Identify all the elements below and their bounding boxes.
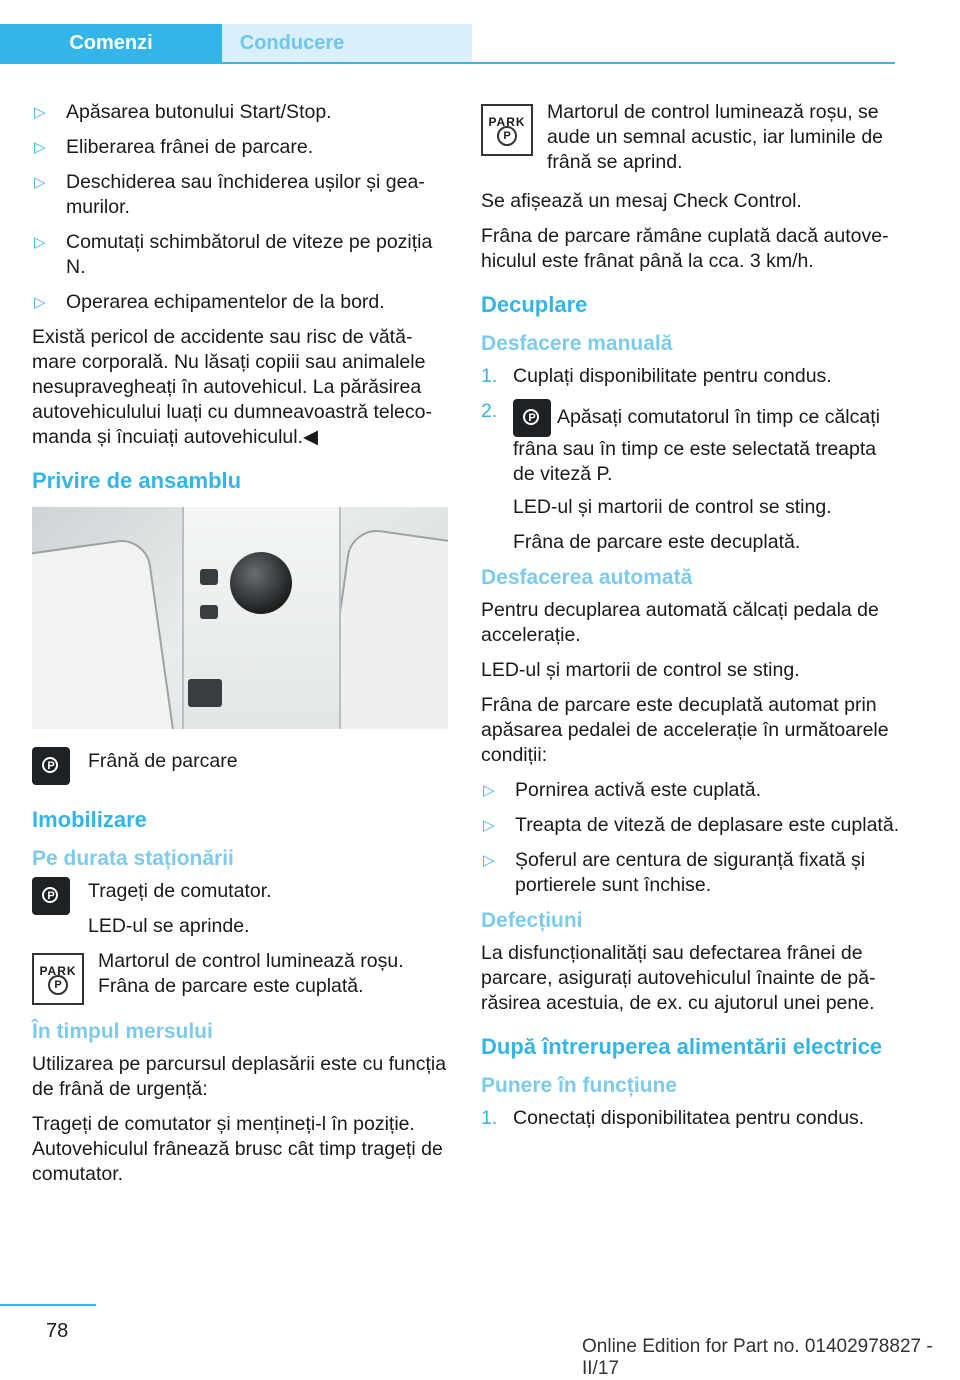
triangle-bullet-icon: ▷ [483,852,495,869]
driving-p2: Trageți de comutator și mențineți-l în poziție. Autovehiculul frânează brusc cât timp trageți de comutator. [32,1113,443,1185]
tab-conducere[interactable] [222,24,472,62]
list-item [32,230,448,280]
step-number: 1. [481,1107,498,1129]
footer-divider [0,1304,96,1306]
bullet-text: Deschiderea sau închiderea ușilor și geamurilor. [66,171,425,218]
park-indicator-icon: PARK P [481,104,533,163]
check-control-text: Se afișează un mesaj Check Control. [481,190,802,212]
auto-p2: LED-ul și martorii de control se sting. [481,659,800,681]
step-text: Frâna de parcare este decuplată. [513,531,801,553]
warning-text: Există pericol de accidente sau risc de vătămare corporală. Nu lăsați copiii sau animalele nesupravegheați în autovehicul. La părăsirea autovehiculului luați cu dumneavoastră telecomanda și încuiați autovehiculul.◀ [32,326,432,448]
defect-heading: Defecțiuni [481,909,583,932]
parking-step [32,879,448,939]
step-text: Apăsați comutatorul în timp ce călcați frâna sau în timp ce este selectată treapta de viteză P. [513,406,880,485]
bullet-text: Comutați schimbătorul de viteze pe poziția N. [66,231,433,278]
manual-heading: Desfacere manuală [481,332,673,355]
driving-heading: În timpul mersului [32,1020,213,1043]
triangle-bullet-icon: ▷ [34,104,46,121]
step-text: Trageți de comutator. [88,880,272,902]
parking-heading: Pe durata staționării [32,847,234,870]
triangle-bullet-icon: ▷ [34,174,46,191]
bullet-text: Apăsarea butonului Start/Stop. [66,101,332,123]
list-item [32,170,448,220]
park-indicator-row [32,949,448,1005]
park-indicator-text: Martorul de control luminează roșu, se aude un semnal acustic, iar luminile de frână se aprind. [547,101,884,173]
bullet-text: Treapta de viteză de deplasare este cuplată. [515,814,900,836]
bullet-text: Șoferul are centura de siguranță fixată și portierele sunt închise. [515,849,866,896]
switch-shape [200,605,218,619]
controller-knob-shape [230,552,292,614]
park-indicator-icon: PARK P [32,953,84,1012]
page-number: 78 [46,1320,69,1342]
bullet-text: Operarea echipamentelor de la bord. [66,291,385,313]
defect-text: La disfuncționalități sau defectarea frânei de parcare, asigurați autovehiculul înainte de părăsirea acestuia, de ex. cu ajutorul unei pene. [481,942,876,1014]
parking-brake-icon: P [513,399,551,437]
caption: Frână de parcare [88,750,238,772]
step-number: 2. [481,400,498,422]
list-item [481,399,901,555]
power-heading: După întreruperea alimentării electrice [481,1034,883,1059]
triangle-bullet-icon: ▷ [34,234,46,251]
tab-comenzi[interactable]: Comenzi [0,24,222,62]
step-text: Conectați disponibilitatea pentru condus. [513,1107,865,1129]
list-item [32,290,448,315]
right-column [481,100,901,1141]
list-item [481,778,901,803]
list-item [481,364,901,389]
triangle-bullet-icon: ▷ [483,817,495,834]
function-heading: Punere în funcțiune [481,1074,678,1097]
auto-p1: Pentru decuplarea automată călcați pedala de accelerație. [481,599,879,646]
step-text: LED-ul și martorii de control se sting. [513,496,832,518]
immobilize-heading: Imobilizare [32,807,147,832]
park-indicator-row [481,100,901,175]
step-text: Cuplați disponibilitate pentru condus. [513,365,832,387]
tab-conducere-label: Conducere [239,32,345,54]
parking-brake-switch-shape [188,679,222,707]
bullet-text: Eliberarea frânei de parcare. [66,136,314,158]
triangle-bullet-icon: ▷ [483,782,495,799]
list-item [32,135,448,160]
parking-brake-icon: P [32,747,70,792]
triangle-bullet-icon: ▷ [34,294,46,311]
overview-heading: Privire de ansamblu [32,468,242,493]
seat-left-shape [32,536,184,729]
brake-remain-text: Frâna de parcare rămâne cuplată dacă autovehiculul este frânat până la cca. 3 km/h. [481,225,889,272]
auto-heading: Desfacerea automată [481,566,693,589]
edition-text: Online Edition for Part no. 01402978827 - II/17 [582,1336,933,1379]
caption-row [32,749,448,789]
parking-brake-icon: P [32,877,70,922]
switch-shape [200,569,218,585]
step-text: LED-ul se aprinde. [88,915,250,937]
list-item [481,1106,901,1131]
bullet-text: Pornirea activă este cuplată. [515,779,762,801]
triangle-bullet-icon: ▷ [34,139,46,156]
list-item [32,100,448,125]
list-item [481,813,901,838]
park-indicator-text: Martorul de control luminează roșu. Frâna de parcare este cuplată. [98,950,404,997]
left-column [32,100,448,1197]
decuplare-heading: Decuplare [481,292,588,317]
driving-p1: Utilizarea pe parcursul deplasării este cu funcția de frână de urgență: [32,1053,447,1100]
header-bar [0,0,895,64]
auto-p3: Frâna de parcare este decuplată automat prin apăsarea pedalei de accelerație în următoarele condiții: [481,694,889,766]
list-item [481,848,901,898]
step-number: 1. [481,365,498,387]
console-photo [32,507,448,729]
